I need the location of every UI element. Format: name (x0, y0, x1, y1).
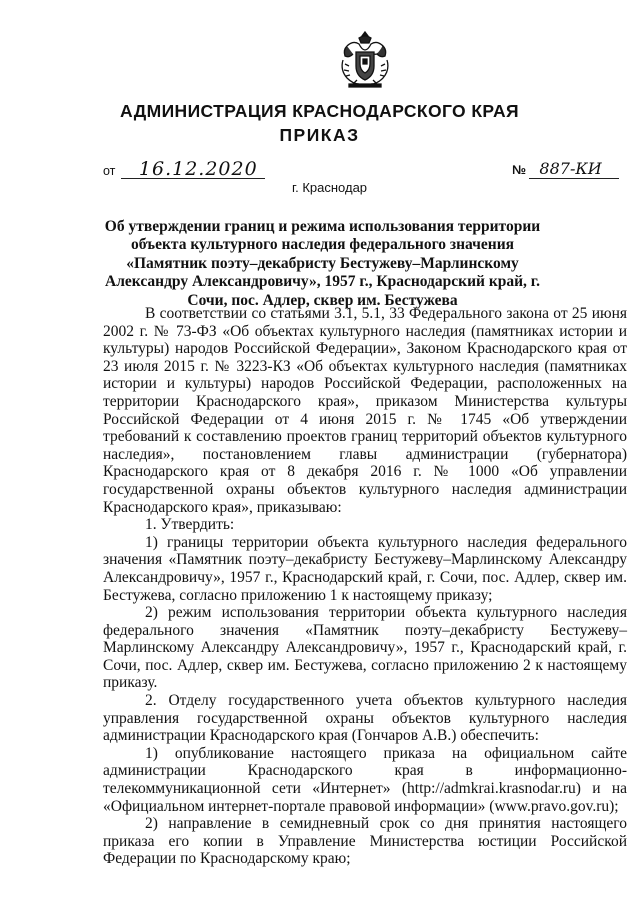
document-body (103, 305, 627, 868)
date-label: от (103, 164, 116, 178)
body-paragraph: В соответствии со статьями 3.1, 5.1, 33 Федерального закона от 25 июня 2002 г. № 73-ФЗ «Об объектах культурного наследия (памятниках истории и культуры) народов Российской Федерации», Законом Краснодарского края от 23 июля 2015 г. № 3223-КЗ «Об объектах культурного наследия (памятниках истории и культуры) народов Российской Федерации, расположенных на территории Краснодарского края», приказом Министерства культуры Российской Федерации от 4 июня 2015 г. № 1745 «Об утверждении требований к составлению проектов границ территорий объектов культурного наследия», постановлением главы администрации (губернатора) Краснодарского края от 8 декабря 2016 г. № 1000 «Об управлении государственной охраны объектов культурного наследия администрации Краснодарского края», приказываю: (103, 305, 627, 516)
number-field (512, 160, 619, 179)
number-value: 887-КИ (529, 160, 619, 179)
body-paragraph: 1) опубликование настоящего приказа на официальном сайте администрации Краснодарского края в информационно-телекоммуникационной сети «Интернет» (http://admkrai.krasnodar.ru) и на «Официальном интернет-портале правовой информации» (www.pravo.gov.ru); (103, 744, 627, 815)
document-type: ПРИКАЗ (279, 125, 360, 145)
coat-of-arms-emblem (337, 30, 393, 90)
document-subject: Об утверждении границ и режима использования территории объекта культурного наследия федерального значения «Памятник поэту–декабристу Бестужеву–Марлинскому Александру Александровичу», 1957 г., Краснодарский край, г. Сочи, пос. Адлер, сквер им. Бестужева (104, 218, 541, 309)
body-paragraph: 1. Утвердить: (145, 516, 235, 534)
body-paragraph: 2) направление в семидневный срок со дня принятия настоящего приказа его копии в Управление Министерства юстиции Российской Федерации по Краснодарскому краю; (103, 815, 627, 868)
city: г. Краснодар (291, 180, 368, 195)
number-label: № (512, 163, 526, 177)
date-field (103, 160, 265, 179)
body-paragraph: 2. Отделу государственного учета объектов культурного наследия управления государственной охраны объектов культурного наследия администрации Краснодарского края (Гончаров А.В.) обеспечить: (103, 692, 627, 745)
body-paragraph: 2) режим использования территории объекта культурного наследия федерального значения «Памятник поэту–декабристу Бестужеву–Марлинскому Александру Александровичу», 1957 г., Краснодарский край, г. Сочи, пос. Адлер, сквер им. Бестужева, согласно приложению 2 к настоящему приказу. (103, 604, 627, 692)
date-value: 16.12.2020 (121, 160, 265, 179)
body-paragraph: 1) границы территории объекта культурного наследия федерального значения «Памятник поэту–декабристу Бестужеву–Марлинскому Александру Александровичу», 1957 г., Краснодарский край, г. Сочи, пос. Адлер, сквер им. Бестужева, согласно приложению 1 к настоящему приказу; (103, 533, 627, 604)
organization-title: АДМИНИСТРАЦИЯ КРАСНОДАРСКОГО КРАЯ (120, 101, 519, 121)
